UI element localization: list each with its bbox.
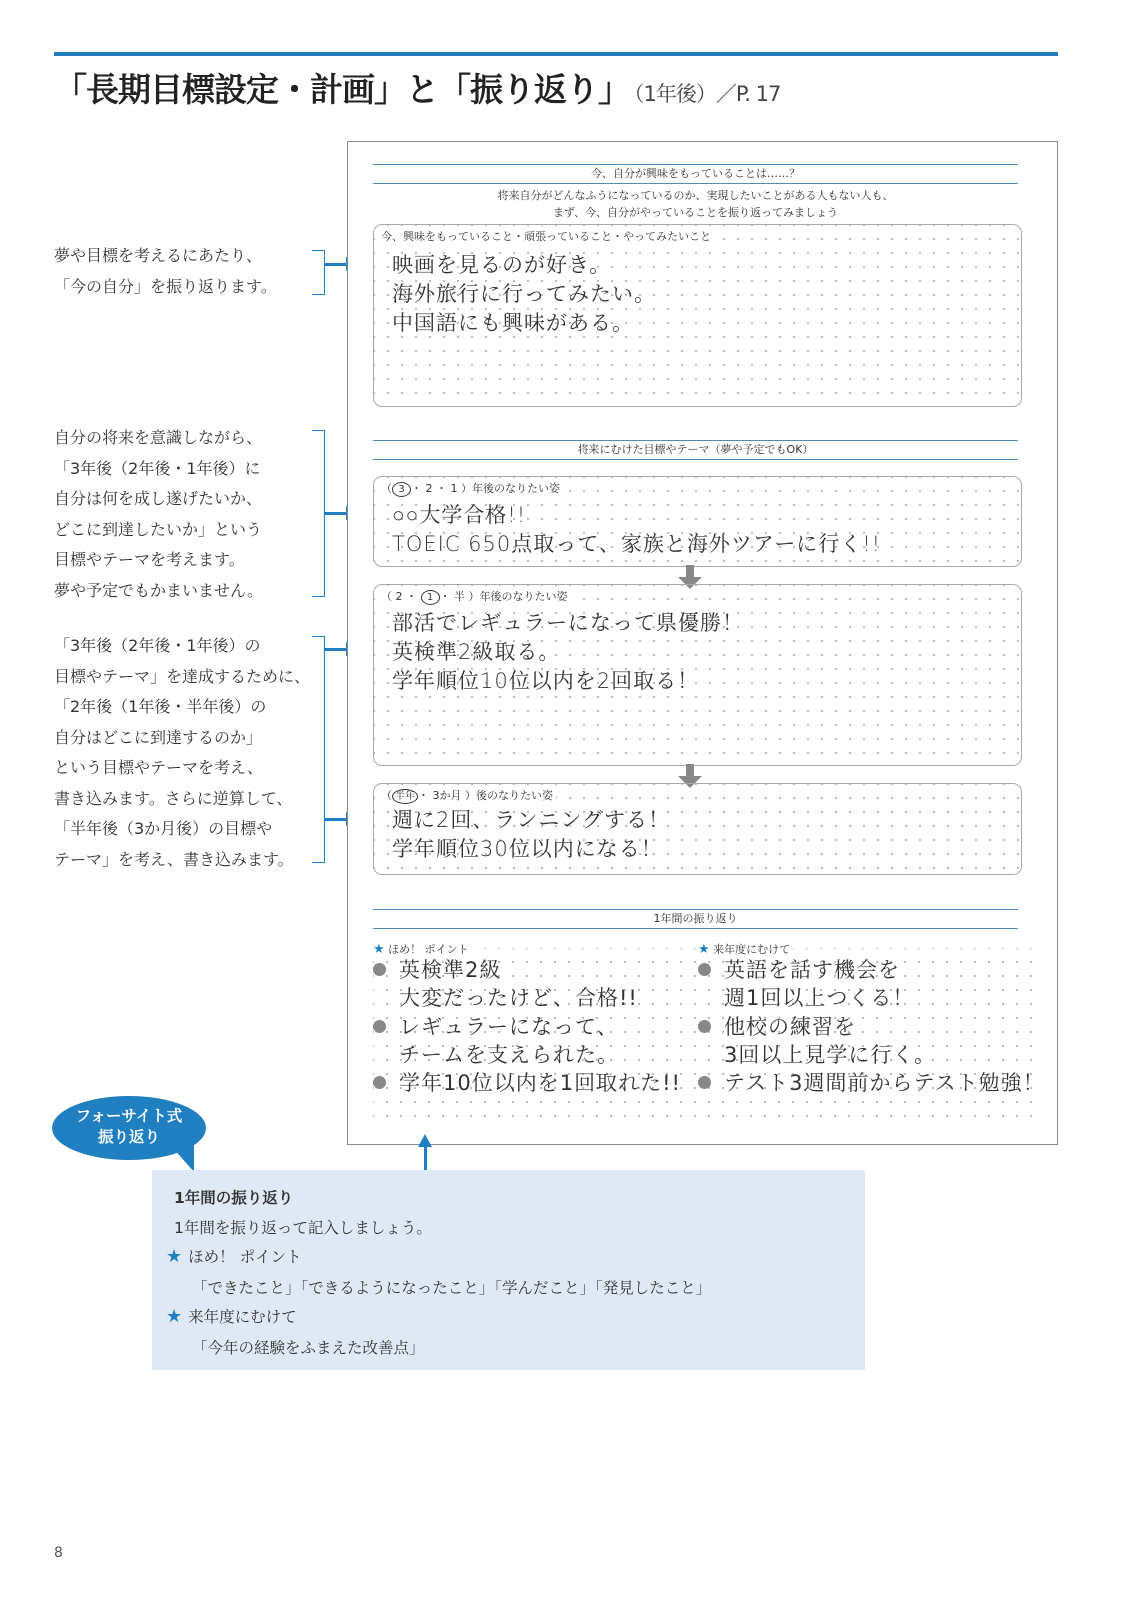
foresight-bubble: フォーサイト式 振り返り (52, 1096, 206, 1160)
circled-choice: 半年 (392, 789, 418, 804)
interest-description: 将来自分がどんなふうになっているのか、実現したいことがある人もない人も、 まず、今、自分がやっていることを振り返ってみましょう (497, 189, 894, 219)
bullet-icon (373, 1076, 386, 1089)
goal-box-label: （ 3 ・ 2 ・ 1 ）年後のなりたい姿 (381, 480, 563, 497)
next-item-cont: 週1回以上つくる！ (724, 986, 915, 1010)
up-arrow-icon (424, 1146, 427, 1170)
goal-box-label: （ 2 ・ 1 ・ 半 ）年後のなりたい姿 (381, 588, 571, 605)
callout-line: 1年間を振り返って記入しましょう。 (174, 1219, 432, 1237)
goal-entries: 週に2回、ランニングする！ 学年順位30位以内になる！ (392, 808, 670, 861)
next-item-cont: 3回以上見学に行く。 (724, 1043, 936, 1067)
praise-item-cont: 大変だったけど、合格!! (399, 986, 638, 1010)
note-bracket (312, 430, 325, 597)
reflection-area[interactable] (373, 942, 1045, 1128)
interest-box[interactable] (373, 224, 1022, 407)
goal-entries: ○○大学合格!! TOEIC 650点取って、家族と海外ツアーに行く!! (392, 503, 882, 556)
star-icon: ★ (698, 942, 710, 957)
note-arrow (325, 648, 347, 651)
down-arrow-icon (686, 764, 694, 778)
interest-box-label: 今、興味をもっていること・頑張っていること・やってみたいこと (381, 228, 714, 244)
praise-item: レギュラーになって、 (373, 1013, 619, 1042)
bullet-icon (698, 1020, 711, 1033)
circled-choice: 3 (392, 482, 411, 497)
note-bracket (312, 250, 325, 295)
goal-box-3-years[interactable] (373, 476, 1022, 567)
bullet-icon (373, 963, 386, 976)
down-arrow-icon (686, 565, 694, 579)
callout-title: 1年間の振り返り (174, 1189, 294, 1207)
praise-item: 英検準2級 (373, 956, 501, 985)
star-icon: ★ (373, 942, 385, 957)
callout-praise-label: ★ ほめ！ ポイント (166, 1246, 302, 1267)
goal-box-half-year[interactable] (373, 783, 1022, 875)
page-title (54, 64, 780, 111)
note-bracket (312, 636, 325, 863)
note-arrow (325, 512, 347, 515)
goals-heading: 将来にむけた目標やテーマ（夢や予定でもOK） (373, 440, 1018, 460)
bullet-icon (698, 963, 711, 976)
reflection-explanation (152, 1170, 865, 1370)
next-item: 他校の練習を (698, 1013, 856, 1042)
praise-points-label: ★ ほめ！ ポイント (373, 941, 472, 957)
next-year-label: ★ 来年度にむけて (698, 941, 793, 957)
interest-heading: 今、自分が興味をもっていることは……？ (373, 164, 1018, 184)
star-icon: ★ (166, 1246, 183, 1267)
callout-next-label: ★ 来年度にむけて (166, 1306, 297, 1327)
note-now-self: 夢や目標を考えるにあたり、 「今の自分」を振り返ります。 (54, 246, 277, 296)
page-title-main: 「長期目標設定・計画」と「振り返り」 (54, 70, 630, 109)
worksheet (347, 141, 1058, 1145)
next-item: テスト3週間前からテスト勉強！ (698, 1069, 1045, 1098)
bullet-icon (373, 1020, 386, 1033)
note-long-term-goal: 自分の将来を意識しながら、 「3年後（2年後・1年後）に 自分は何を成し遂げたいか、 どこに到達したいか」という 目標やテーマを考えます。 夢や予定でもかまいません。 (54, 428, 263, 600)
next-item: 英語を話す機会を (698, 956, 900, 985)
praise-item-cont: チームを支えられた。 (399, 1043, 619, 1067)
page-number: 8 (54, 1545, 63, 1561)
bullet-icon (698, 1076, 711, 1089)
callout-next-desc: 「今年の経験をふまえた改善点」 (192, 1339, 425, 1357)
goal-box-1-year[interactable] (373, 584, 1022, 766)
goal-box-label: （ 半年 ・ 3か月 ）後のなりたい姿 (381, 787, 556, 804)
star-icon: ★ (166, 1306, 183, 1327)
interest-entries: 映画を見るのが好き。 海外旅行に行ってみたい。 中国語にも興味がある。 (392, 253, 656, 335)
note-arrow (325, 818, 347, 821)
circled-choice: 1 (421, 590, 440, 605)
title-rule (54, 52, 1058, 56)
note-backcasting: 「3年後（2年後・1年後）の 目標やテーマ」を達成するために、 「2年後（1年後・半年後）の 自分はどこに到達するのか」 という目標やテーマを考え、 書き込みます。さらに逆算して、 「半年後（3か月後）の目標や テーマ」を考え、書き込みます。 (54, 636, 311, 869)
reflection-heading: 1年間の振り返り (373, 909, 1018, 929)
callout-praise-desc: 「できたこと」「できるようになったこと」「学んだこと」「発見したこと」 (192, 1279, 712, 1297)
note-arrow (325, 263, 347, 266)
page-title-sub: （1年後）／P. 17 (634, 82, 781, 106)
goal-entries: 部活でレギュラーになって県優勝！ 英検準2級取る。 学年順位10位以内を2回取る！ (392, 611, 744, 693)
praise-item: 学年10位以内を1回取れた!! (373, 1069, 681, 1098)
